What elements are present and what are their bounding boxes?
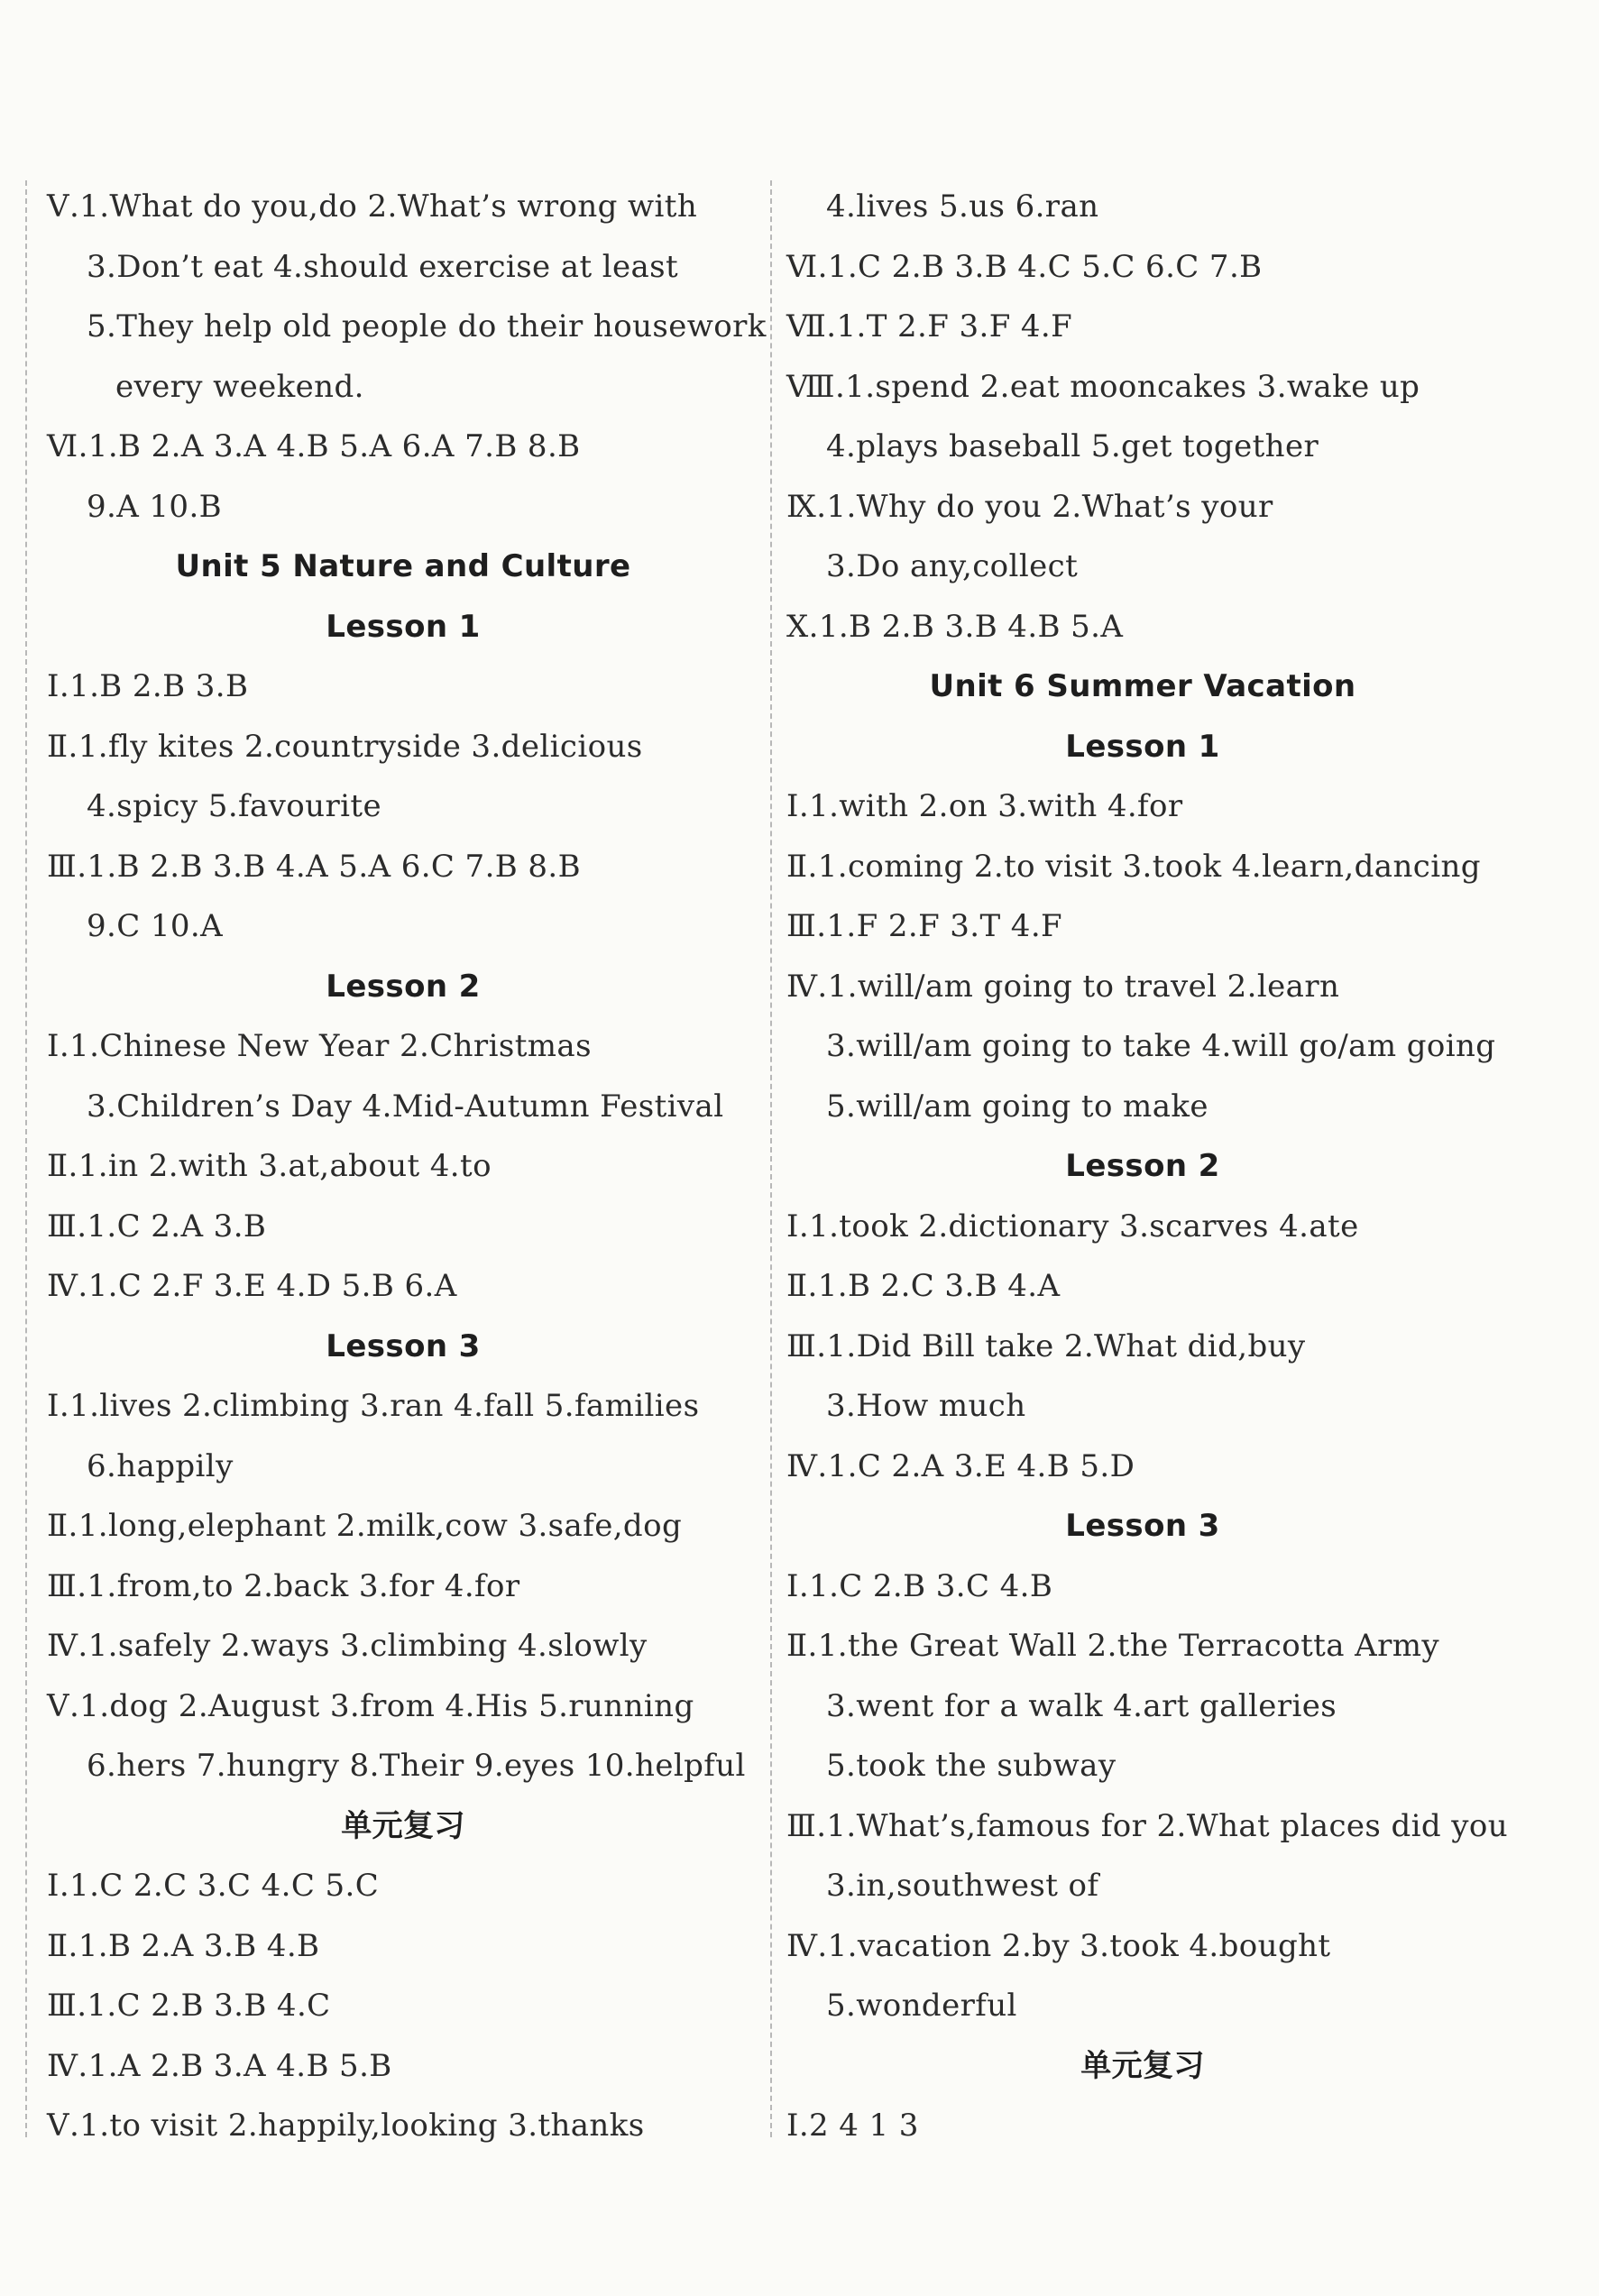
- answer-line: 3.Do any,collect: [826, 548, 1079, 584]
- answer-line: 9.C 10.A: [87, 908, 224, 944]
- answer-line: Ⅱ.1.B 2.A 3.B 4.B: [47, 1927, 320, 1964]
- answer-line: 3.Don’t eat 4.should exercise at least: [87, 248, 679, 285]
- section-heading: Lesson 1: [326, 608, 481, 645]
- answer-line: Ⅵ.1.C 2.B 3.B 4.C 5.C 6.C 7.B: [786, 248, 1263, 285]
- answer-line: 4.lives 5.us 6.ran: [826, 188, 1099, 225]
- answer-line: every weekend.: [115, 368, 364, 405]
- section-heading: Lesson 2: [1065, 1148, 1220, 1184]
- answer-line: Ⅳ.1.will/am going to travel 2.learn: [786, 968, 1340, 1005]
- answer-line: Ⅲ.1.C 2.A 3.B: [47, 1208, 267, 1244]
- answer-line: Ⅱ.1.fly kites 2.countryside 3.delicious: [47, 728, 643, 765]
- answer-line: Ⅳ.1.vacation 2.by 3.took 4.bought: [786, 1927, 1331, 1964]
- section-heading: Unit 6 Summer Vacation: [929, 668, 1356, 704]
- answer-line: Ⅷ.1.spend 2.eat mooncakes 3.wake up: [786, 368, 1420, 405]
- answer-line: Ⅲ.1.What’s,famous for 2.What places did you: [786, 1807, 1509, 1844]
- answer-line: 3.went for a walk 4.art galleries: [826, 1687, 1337, 1724]
- answer-line: Ⅳ.1.A 2.B 3.A 4.B 5.B: [47, 2047, 392, 2084]
- answer-line: 3.in,southwest of: [826, 1868, 1099, 1904]
- section-heading: Lesson 1: [1065, 728, 1220, 765]
- left-margin-divider: [25, 180, 27, 2137]
- section-heading: 单元复习: [341, 1807, 465, 1844]
- answer-line: 3.How much: [826, 1388, 1026, 1424]
- answer-line: Ⅶ.1.T 2.F 3.F 4.F: [786, 308, 1073, 344]
- answer-line: Ⅰ.2 4 1 3: [786, 2108, 919, 2144]
- answer-line: 9.A 10.B: [87, 488, 223, 525]
- column-divider: [770, 180, 772, 2137]
- answer-line: Ⅲ.1.F 2.F 3.T 4.F: [786, 908, 1063, 944]
- answer-line: Ⅰ.1.C 2.C 3.C 4.C 5.C: [47, 1868, 380, 1904]
- answer-line: Ⅰ.1.B 2.B 3.B: [47, 668, 249, 704]
- answer-line: Ⅸ.1.Why do you 2.What’s your: [786, 488, 1273, 525]
- answer-line: 6.hers 7.hungry 8.Their 9.eyes 10.helpful: [87, 1748, 746, 1784]
- answer-line: Ⅴ.1.What do you,do 2.What’s wrong with: [47, 188, 698, 225]
- section-heading: Lesson 3: [326, 1327, 481, 1364]
- section-heading: Lesson 3: [1065, 1508, 1220, 1544]
- answer-line: Ⅲ.1.Did Bill take 2.What did,buy: [786, 1327, 1306, 1364]
- answer-line: Ⅴ.1.dog 2.August 3.from 4.His 5.running: [47, 1687, 694, 1724]
- answer-line: 3.will/am going to take 4.will go/am going: [826, 1028, 1496, 1064]
- answer-line: Ⅹ.1.B 2.B 3.B 4.B 5.A: [786, 608, 1124, 645]
- answer-line: Ⅲ.1.from,to 2.back 3.for 4.for: [47, 1567, 520, 1604]
- section-heading: 单元复习: [1080, 2047, 1205, 2084]
- answer-line: 5.They help old people do their housework: [87, 308, 767, 344]
- answer-line: 4.spicy 5.favourite: [87, 788, 381, 824]
- answer-line: Ⅵ.1.B 2.A 3.A 4.B 5.A 6.A 7.B 8.B: [47, 428, 581, 464]
- answer-line: Ⅳ.1.safely 2.ways 3.climbing 4.slowly: [47, 1628, 648, 1664]
- answer-line: Ⅲ.1.C 2.B 3.B 4.C: [47, 1988, 331, 2024]
- left-column: [47, 177, 767, 2156]
- answer-line: Ⅱ.1.coming 2.to visit 3.took 4.learn,dancing: [786, 848, 1481, 885]
- answer-line: Ⅳ.1.C 2.A 3.E 4.B 5.D: [786, 1447, 1135, 1484]
- answer-line: Ⅰ.1.took 2.dictionary 3.scarves 4.ate: [786, 1208, 1359, 1244]
- answer-line: Ⅱ.1.in 2.with 3.at,about 4.to: [47, 1148, 492, 1184]
- answer-line: Ⅲ.1.B 2.B 3.B 4.A 5.A 6.C 7.B 8.B: [47, 848, 582, 885]
- section-heading: Lesson 2: [326, 968, 481, 1005]
- answer-line: 3.Children’s Day 4.Mid-Autumn Festival: [87, 1088, 724, 1125]
- right-column: [786, 177, 1571, 2156]
- answer-line: 5.wonderful: [826, 1988, 1017, 2024]
- answer-line: Ⅰ.1.Chinese New Year 2.Christmas: [47, 1028, 592, 1064]
- answer-line: Ⅴ.1.to visit 2.happily,looking 3.thanks: [47, 2108, 645, 2144]
- answer-line: Ⅱ.1.the Great Wall 2.the Terracotta Army: [786, 1628, 1439, 1664]
- answer-line: Ⅰ.1.C 2.B 3.C 4.B: [786, 1567, 1053, 1604]
- answer-line: 4.plays baseball 5.get together: [826, 428, 1319, 464]
- answer-line: 6.happily: [87, 1447, 234, 1484]
- answer-line: Ⅰ.1.with 2.on 3.with 4.for: [786, 788, 1183, 824]
- answer-line: Ⅳ.1.C 2.F 3.E 4.D 5.B 6.A: [47, 1268, 457, 1304]
- answer-line: 5.will/am going to make: [826, 1088, 1208, 1125]
- section-heading: Unit 5 Nature and Culture: [175, 548, 631, 584]
- answer-line: 5.took the subway: [826, 1748, 1117, 1784]
- answer-line: Ⅱ.1.long,elephant 2.milk,cow 3.safe,dog: [47, 1508, 683, 1544]
- answer-line: Ⅰ.1.lives 2.climbing 3.ran 4.fall 5.families: [47, 1388, 700, 1424]
- answer-line: Ⅱ.1.B 2.C 3.B 4.A: [786, 1268, 1061, 1304]
